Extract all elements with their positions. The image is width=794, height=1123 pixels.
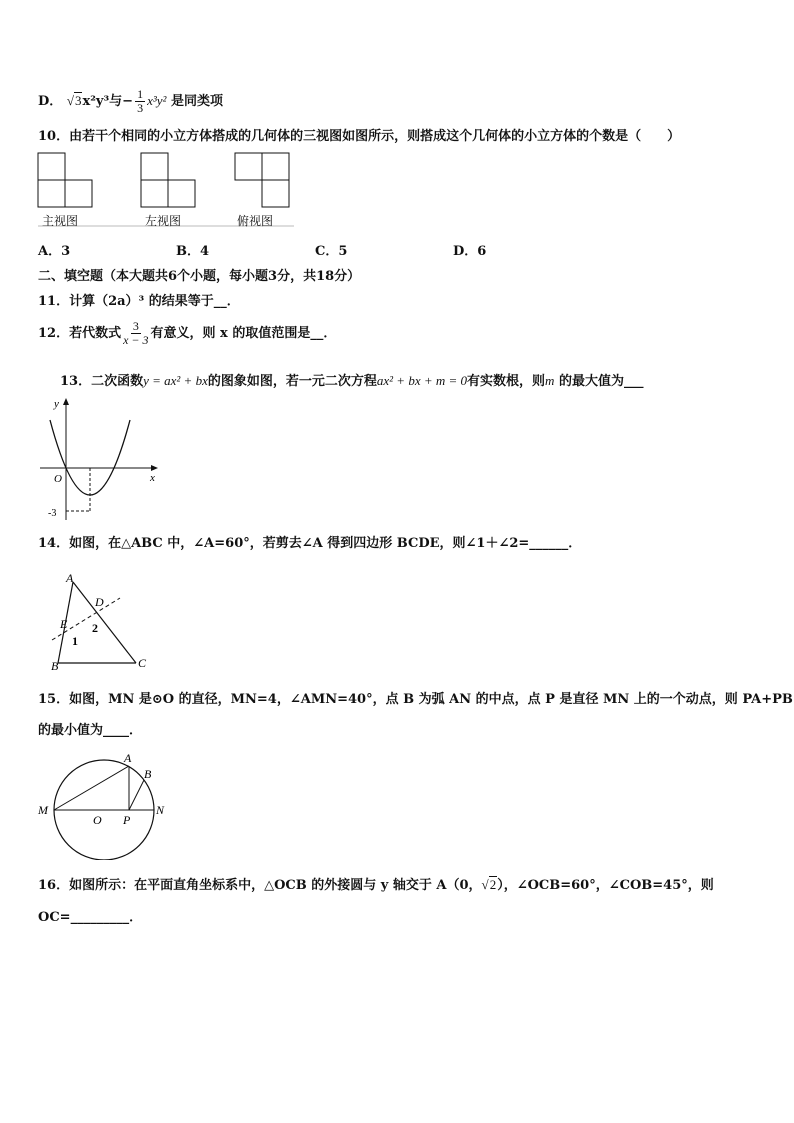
q10-option-b: B．4 [176,244,210,259]
q13-stem [60,370,643,389]
label-c: C [138,656,147,670]
label-a: A [66,571,74,585]
top-view-drawing [235,153,289,207]
q10-option-c: C．5 [315,244,348,259]
x-axis-arrow [151,465,158,471]
q12-stem [38,320,336,347]
expr-b: x³y² [147,93,167,108]
q13-equation: ax² + bx + m = 0 [376,373,468,388]
segment-pb [129,780,144,810]
label-n: N [156,803,165,817]
q13-parabola-graph [40,395,170,525]
side-ac [73,582,136,663]
front-view-drawing [38,153,92,207]
expr-a: x²y³ [82,94,110,109]
label-d: D [95,595,104,609]
q10-stem: 10．由若干个相同的小立方体搭成的几何体的三视图如图所示，则搭成这个几何体的小立方体的个数是（ ） [38,129,681,144]
q11-stem: 11．计算（2a）³ 的结果等于__． [38,294,240,309]
q16-pre: 16．如图所示：在平面直角坐标系中，△OCB 的外接圆与 y 轴交于 A（0， [38,878,482,893]
q13-pre: 13．二次函数 [60,374,144,389]
q15-stem-line2: 的最小值为____． [38,723,143,738]
y-axis-arrow [63,398,69,405]
q16-stem-line2: OC=_________． [38,910,143,925]
min-value-label: -3 [48,508,57,519]
sqrt-two: √2 [481,877,497,892]
section-heading: 二、填空题（本大题共6个小题，每小题3分，共18分） [38,269,361,284]
option-label: D． [38,94,63,109]
q12-fraction: $\frac{3}{x - 3}$ [123,319,149,347]
q13-var: m [545,373,555,388]
q9-option-d: D． √3x²y³与− $\frac{1}{3}$ x³y² 是同类项 [38,87,223,115]
q16-stem-line1 [38,874,714,893]
q10-option-d: D．6 [453,244,487,259]
q10-option-a: A．3 [38,244,71,259]
q13-mid: 的图象如图，若一元二次方程 [207,374,377,389]
yu-text: 与 [109,94,123,109]
origin-label: O [54,473,62,485]
q13-function: y = ax² + bx [143,373,208,388]
left-view-drawing [141,153,195,207]
label-a: A [124,751,132,765]
label-b: B [144,767,152,781]
y-axis-label: y [54,398,59,410]
x-axis-label: x [150,472,155,484]
caption-front-view: 主视图 [42,214,79,228]
label-angle-2: 2 [92,621,98,635]
label-m: M [38,803,48,817]
q14-triangle-figure [48,570,168,675]
chord-ma [54,766,129,810]
q13-tail: 的最大值为___ [558,374,644,389]
label-e: E [60,617,68,631]
q12-pre: 12．若代数式 [38,326,122,341]
label-o: O [93,813,102,827]
q15-stem-line1: 15．如图，MN 是⊙O 的直径，MN=4，∠AMN=40°，点 B 为弧 AN 的中点，点 P 是直径 MN 上的一个动点，则 PA+PB [38,692,793,707]
label-p: P [123,813,131,827]
q13-post: 有实数根，则 [467,374,546,389]
label-angle-1: 1 [72,634,78,648]
label-b: B [51,659,59,673]
caption-top-view: 俯视图 [237,214,274,228]
fraction-one-third: $\frac{1}{3}$ [137,87,144,115]
sqrt-three: √3 [66,93,82,108]
tail-text: 是同类项 [170,94,223,109]
q15-circle-figure [36,748,171,860]
caption-left-view: 左视图 [145,214,182,228]
q16-post: ），∠OCB=60°，∠COB=45°，则 [497,878,714,893]
q14-stem: 14．如图，在△ABC 中，∠A=60°，若剪去∠A 得到四边形 BCDE，则∠1＋∠2=______． [38,536,582,551]
q12-post: 有意义，则 x 的取值范围是__． [150,326,337,341]
